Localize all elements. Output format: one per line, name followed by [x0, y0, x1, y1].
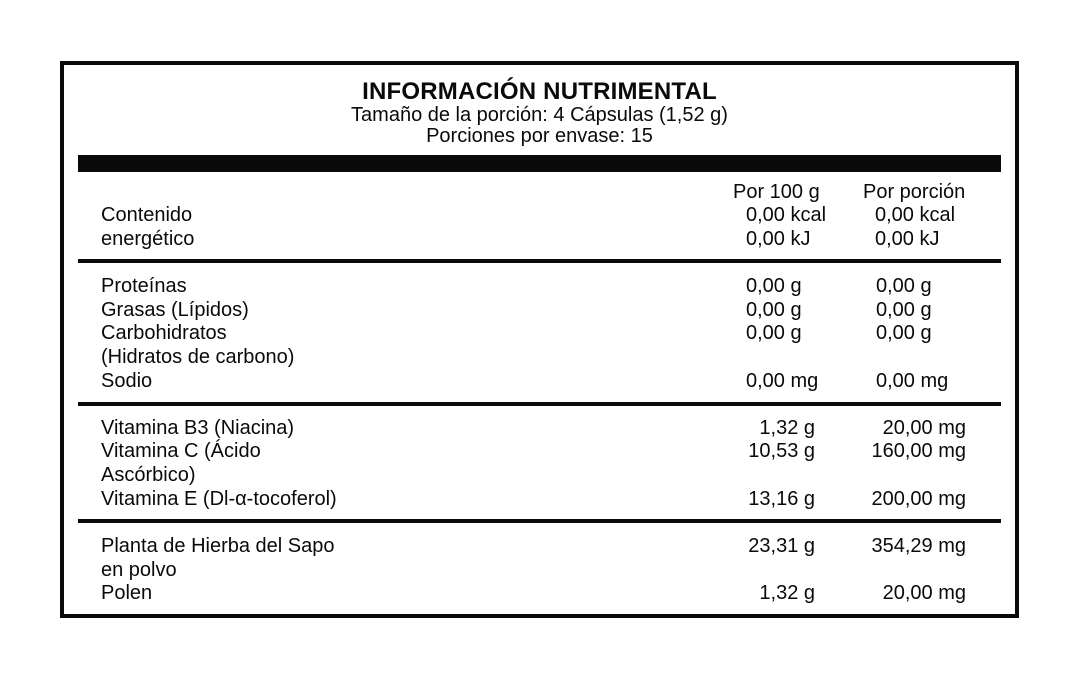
energy-kj-per-serving: 0,00 kJ — [875, 228, 940, 250]
nutrient-per-100g: 23,31 g — [748, 535, 815, 557]
energy-label-line1: Contenido — [101, 204, 193, 226]
nutrient-per-serving: 20,00 mg — [882, 417, 966, 439]
nutrient-name-line2: Ascórbico) — [101, 464, 196, 486]
nutrient-name: Sodio — [101, 370, 153, 392]
nutrient-per-serving: 354,29 mg — [871, 535, 966, 557]
nutrient-name: Carbohidratos — [101, 322, 227, 344]
nutrient-name-line2: (Hidratos de carbono) — [101, 346, 295, 368]
nutrient-per-100g: 0,00 g — [746, 322, 802, 344]
nutrient-per-100g: 1,32 g — [759, 582, 815, 604]
nutrient-per-100g: 0,00 g — [746, 275, 802, 297]
nutrient-per-serving: 200,00 mg — [871, 488, 966, 510]
nutrient-per-serving: 0,00 mg — [876, 370, 949, 392]
nutrient-per-100g: 10,53 g — [748, 440, 815, 462]
energy-label-line2: energético — [101, 228, 195, 250]
header-thick-bar — [78, 155, 1001, 172]
nutrient-name: Vitamina E (Dl-α-tocoferol) — [101, 488, 337, 510]
energy-kcal-per-100g: 0,00 kcal — [746, 204, 827, 226]
nutrient-per-serving: 0,00 g — [876, 299, 932, 321]
nutrient-per-serving: 160,00 mg — [871, 440, 966, 462]
nutrient-per-100g: 0,00 g — [746, 299, 802, 321]
nutrient-name: Vitamina C (Ácido — [101, 440, 261, 462]
section-divider — [78, 519, 1001, 523]
nutrient-name: Vitamina B3 (Niacina) — [101, 417, 295, 439]
column-header-per-100g: Por 100 g — [733, 181, 820, 203]
column-header-per-serving: Por porción — [863, 181, 966, 203]
nutrient-name: Polen — [101, 582, 153, 604]
servings-per-container: Porciones por envase: 15 — [426, 125, 653, 147]
nutrient-per-serving: 0,00 g — [876, 275, 932, 297]
nutrient-name: Planta de Hierba del Sapo — [101, 535, 335, 557]
nutrient-per-serving: 0,00 g — [876, 322, 932, 344]
nutrient-per-100g: 1,32 g — [759, 417, 815, 439]
nutrient-name: Proteínas — [101, 275, 187, 297]
nutrient-per-serving: 20,00 mg — [882, 582, 966, 604]
label-title: INFORMACIÓN NUTRIMENTAL — [362, 78, 717, 105]
nutrient-name-line2: en polvo — [101, 559, 177, 581]
energy-kj-per-100g: 0,00 kJ — [746, 228, 811, 250]
section-divider — [78, 402, 1001, 406]
nutrient-name: Grasas (Lípidos) — [101, 299, 249, 321]
nutrient-per-100g: 13,16 g — [748, 488, 815, 510]
section-divider — [78, 259, 1001, 263]
nutrition-facts-label — [60, 61, 1019, 618]
serving-size: Tamaño de la porción: 4 Cápsulas (1,52 g) — [351, 104, 728, 126]
energy-kcal-per-serving: 0,00 kcal — [875, 204, 956, 226]
nutrient-per-100g: 0,00 mg — [746, 370, 819, 392]
